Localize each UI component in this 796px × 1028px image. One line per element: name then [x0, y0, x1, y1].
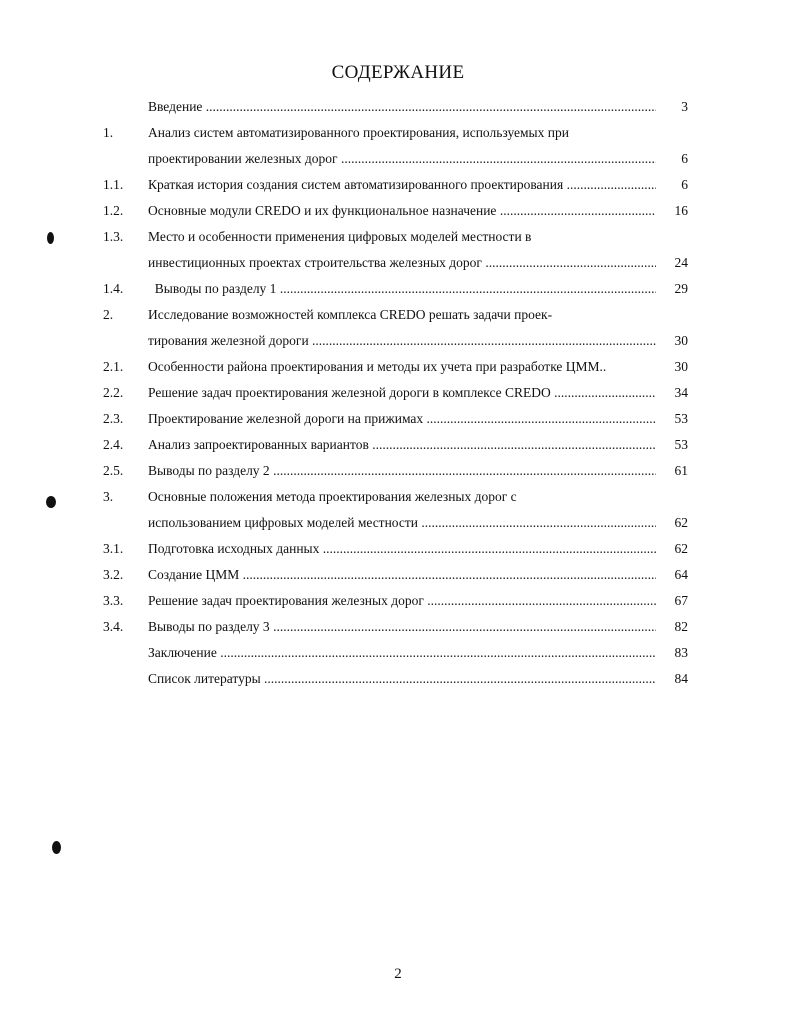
toc-entry-number: 1.4.: [103, 281, 124, 296]
toc-entry: [0, 172, 796, 198]
toc-entry-page: 6: [681, 151, 688, 166]
toc-entry-continuation: [0, 250, 796, 276]
toc-entry-title: Анализ систем автоматизированного проектирования, используемых при: [148, 125, 569, 140]
toc-entry: [0, 484, 796, 510]
toc-entry-number: 1.2.: [103, 203, 124, 218]
toc-entry: [0, 432, 796, 458]
toc-entry: [0, 588, 796, 614]
toc-entry: [0, 94, 796, 120]
toc-entry-title: Заключение .....: [148, 645, 656, 660]
toc-entry-page: 30: [674, 359, 688, 374]
toc-entry-title-cont: проектировании железных дорог .....: [148, 151, 656, 166]
toc-entry: [0, 536, 796, 562]
toc-entry: [0, 458, 796, 484]
toc-entry-number: 2.3.: [103, 411, 124, 426]
toc-entry-page: 24: [674, 255, 688, 270]
toc-entry-title-cont: инвестиционных проектах строительства железных дорог .....: [148, 255, 656, 270]
toc-entry-number: 3.2.: [103, 567, 124, 582]
scan-blot: [46, 496, 56, 508]
toc-entry-number: 2.2.: [103, 385, 124, 400]
toc-entry-page: 3: [681, 99, 688, 114]
toc-entry-title: Анализ запроектированных вариантов .....: [148, 437, 656, 452]
toc-entry-title: Основные положения метода проектирования железных дорог с: [148, 489, 517, 504]
toc-entry-title: Решение задач проектирования железных дорог .....: [148, 593, 656, 608]
toc-entry-number: 2.1.: [103, 359, 124, 374]
toc-entry: [0, 640, 796, 666]
toc-entry-number: 1.3.: [103, 229, 124, 244]
scan-blot: [47, 232, 54, 244]
toc-entry-title: Проектирование железной дороги на прижимах .....: [148, 411, 656, 426]
toc-entry-number: 3.3.: [103, 593, 124, 608]
toc-entry-continuation: [0, 510, 796, 536]
toc-entry-page: 61: [674, 463, 688, 478]
toc-entry-number: 2.4.: [103, 437, 124, 452]
toc-entry-page: 62: [674, 515, 688, 530]
page-title: СОДЕРЖАНИЕ: [331, 62, 465, 83]
toc-entry-number: 3.: [103, 489, 114, 504]
toc-entry-page: 82: [674, 619, 688, 634]
toc-entry: [0, 380, 796, 406]
toc-entry-page: 16: [674, 203, 688, 218]
toc-entry-title: Исследование возможностей комплекса CREDO решать задачи проек-: [148, 307, 553, 322]
toc-entry-page: 29: [674, 281, 688, 296]
toc-entry-continuation: [0, 146, 796, 172]
scan-blot: [52, 841, 61, 854]
toc-entry-title: Решение задач проектирования железной дороги в комплексе CREDO .....: [148, 385, 656, 400]
toc-entry-number: 1.1.: [103, 177, 124, 192]
toc-entry-number: 2.5.: [103, 463, 124, 478]
toc-entry: [0, 224, 796, 250]
toc-entry-number: 3.1.: [103, 541, 124, 556]
toc-entry: [0, 614, 796, 640]
toc-entry: [0, 406, 796, 432]
toc-entry-title: Основные модули CREDO и их функциональное назначение .....: [148, 203, 656, 218]
toc-entry: [0, 198, 796, 224]
toc-entry: [0, 562, 796, 588]
toc-entry-page: 30: [674, 333, 688, 348]
toc-entry: [0, 120, 796, 146]
toc-entry: [0, 666, 796, 692]
toc-entry: [0, 302, 796, 328]
toc-entry-title: Место и особенности применения цифровых моделей местности в: [148, 229, 532, 244]
toc-entry-page: 53: [674, 411, 688, 426]
toc-entry-title: Краткая история создания систем автоматизированного проектирования .....: [148, 177, 656, 192]
toc-entry-title: Выводы по разделу 3 .....: [148, 619, 656, 634]
toc-entry-page: 34: [674, 385, 688, 400]
toc-entry-page: 64: [674, 567, 688, 582]
toc-entry-title: Выводы по разделу 1 .....: [148, 281, 656, 296]
toc-entry-title: Выводы по разделу 2 .....: [148, 463, 656, 478]
toc-entry-page: 83: [674, 645, 688, 660]
toc-entry-number: 3.4.: [103, 619, 124, 634]
toc-entry-number: 1.: [103, 125, 114, 140]
toc-entry-page: 6: [681, 177, 688, 192]
toc-entry-continuation: [0, 328, 796, 354]
toc-entry-page: 53: [674, 437, 688, 452]
toc-entry-title: Особенности района проектирования и методы их учета при разработке ЦММ..: [148, 359, 607, 374]
toc-entry-page: 84: [674, 671, 688, 686]
toc-entry-title: Введение .....: [148, 99, 656, 114]
toc-entry-page: 67: [674, 593, 688, 608]
toc-entry-number: 2.: [103, 307, 114, 322]
toc-entry-title-cont: использованием цифровых моделей местности .....: [148, 515, 656, 530]
toc-entry-title: Список литературы .....: [148, 671, 656, 686]
toc-entry: [0, 276, 796, 302]
toc-entry-title: Создание ЦММ .....: [148, 567, 656, 582]
page-number: 2: [394, 966, 402, 982]
toc-entry: [0, 354, 796, 380]
toc-entry-title: Подготовка исходных данных .....: [148, 541, 656, 556]
toc-entry-title-cont: тирования железной дороги .....: [148, 333, 656, 348]
toc-entry-page: 62: [674, 541, 688, 556]
